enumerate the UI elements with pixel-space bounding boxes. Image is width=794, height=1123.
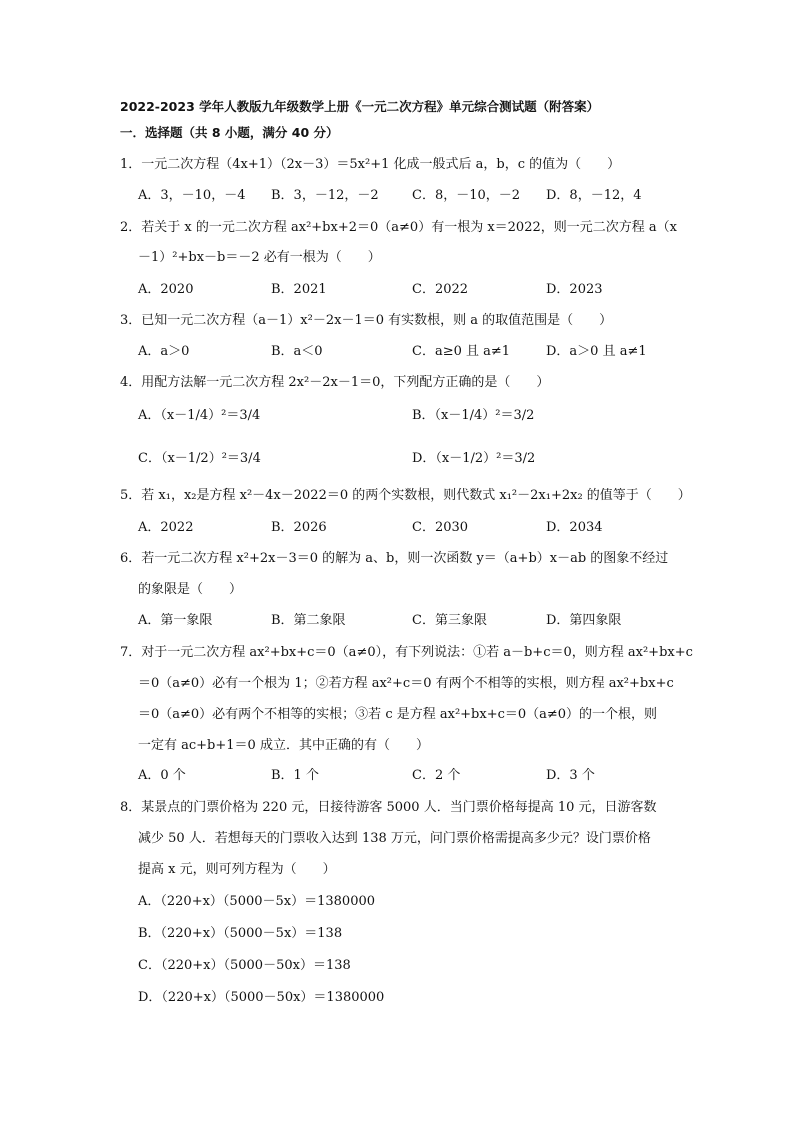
question-3-stem: 3．已知一元二次方程（a－1）x²－2x－1＝0 有实数根，则 a 的取值范围是（ ） — [120, 313, 613, 328]
question-6-stem-line1: 6．若一元二次方程 x²+2x－3＝0 的解为 a、b，则一次函数 y＝（a+b）x－ab 的图象不经过 — [120, 551, 669, 566]
question-7-stem-line1: 7．对于一元二次方程 ax²+bx+c＝0（a≠0），有下列说法：①若 a－b+c＝0，则方程 ax²+bx+c — [120, 645, 693, 660]
question-2-stem-line2: －1）²+bx－b＝－2 必有一根为（ ） — [138, 250, 381, 265]
q6-option-a: A．第一象限 — [138, 613, 213, 628]
q4-option-d: D．（x－1/2）²＝3/2 — [412, 451, 536, 466]
question-8-stem-line2: 减少 50 人．若想每天的门票收入达到 138 万元，问门票价格需提高多少元？设门票价格 — [138, 831, 651, 846]
q6-option-b: B．第二象限 — [271, 613, 346, 628]
question-8-stem-line3: 提高 x 元，则可列方程为（ ） — [138, 862, 336, 877]
q3-option-d: D．a＞0 且 a≠1 — [546, 344, 647, 359]
q2-option-b: B．2021 — [271, 282, 327, 297]
question-7-stem-line4: 一定有 ac+b+1＝0 成立．其中正确的有（ ） — [138, 738, 429, 753]
q3-option-a: A．a＞0 — [138, 344, 190, 359]
q7-option-a: A．0 个 — [138, 768, 186, 783]
q2-option-a: A．2020 — [138, 282, 194, 297]
q1-option-a: A．3，－10，－4 — [138, 188, 246, 203]
q5-option-d: D．2034 — [546, 520, 603, 535]
q2-option-c: C．2022 — [412, 282, 469, 297]
q6-option-c: C．第三象限 — [412, 613, 487, 628]
q4-option-c: C．（x－1/2）²＝3/4 — [138, 451, 261, 466]
section-heading: 一．选择题（共 8 小题，满分 40 分） — [120, 125, 339, 140]
q8-option-c: C．（220+x）（5000－50x）＝138 — [138, 958, 351, 973]
q5-option-b: B．2026 — [271, 520, 327, 535]
q7-option-d: D．3 个 — [546, 768, 595, 783]
q6-option-d: D．第四象限 — [546, 613, 622, 628]
q8-option-d: D．（220+x）（5000－50x）＝1380000 — [138, 990, 385, 1005]
q1-option-c: C．8，－10，－2 — [412, 188, 521, 203]
q2-option-d: D．2023 — [546, 282, 603, 297]
question-5-stem: 5．若 x₁，x₂是方程 x²－4x－2022＝0 的两个实数根，则代数式 x₁²－2x₁+2x₂ 的值等于（ ） — [120, 488, 691, 503]
q4-option-b: B．（x－1/4）²＝3/2 — [412, 408, 535, 423]
q1-option-b: B．3，－12，－2 — [271, 188, 379, 203]
q4-option-a: A．（x－1/4）²＝3/4 — [138, 408, 261, 423]
q5-option-a: A．2022 — [138, 520, 194, 535]
q3-option-c: C．a≥0 且 a≠1 — [412, 344, 511, 359]
question-8-stem-line1: 8．某景点的门票价格为 220 元，日接待游客 5000 人．当门票价格每提高 10 元，日游客数 — [120, 800, 657, 815]
q3-option-b: B．a＜0 — [271, 344, 323, 359]
q7-option-c: C．2 个 — [412, 768, 461, 783]
page-title: 2022-2023 学年人教版九年级数学上册《一元二次方程》单元综合测试题（附答案） — [120, 99, 600, 114]
question-1-stem: 1．一元二次方程（4x+1）（2x－3）＝5x²+1 化成一般式后 a，b，c 的值为（ ） — [120, 157, 621, 172]
q7-option-b: B．1 个 — [271, 768, 319, 783]
question-2-stem-line1: 2．若关于 x 的一元二次方程 ax²+bx+2＝0（a≠0）有一根为 x＝2022，则一元二次方程 a（x — [120, 220, 677, 235]
q5-option-c: C．2030 — [412, 520, 469, 535]
q8-option-a: A．（220+x）（5000－5x）＝1380000 — [138, 894, 376, 909]
question-7-stem-line2: ＝0（a≠0）必有一个根为 1；②若方程 ax²+c＝0 有两个不相等的实根，则方程 ax²+bx+c — [138, 676, 674, 691]
question-7-stem-line3: ＝0（a≠0）必有两个不相等的实根；③若 c 是方程 ax²+bx+c＝0（a≠0）的一个根，则 — [138, 707, 658, 722]
question-6-stem-line2: 的象限是（ ） — [138, 582, 243, 597]
question-4-stem: 4．用配方法解一元二次方程 2x²－2x－1＝0，下列配方正确的是（ ） — [120, 375, 550, 390]
q8-option-b: B．（220+x）（5000－5x）＝138 — [138, 926, 343, 941]
q1-option-d: D．8，－12，4 — [546, 188, 642, 203]
